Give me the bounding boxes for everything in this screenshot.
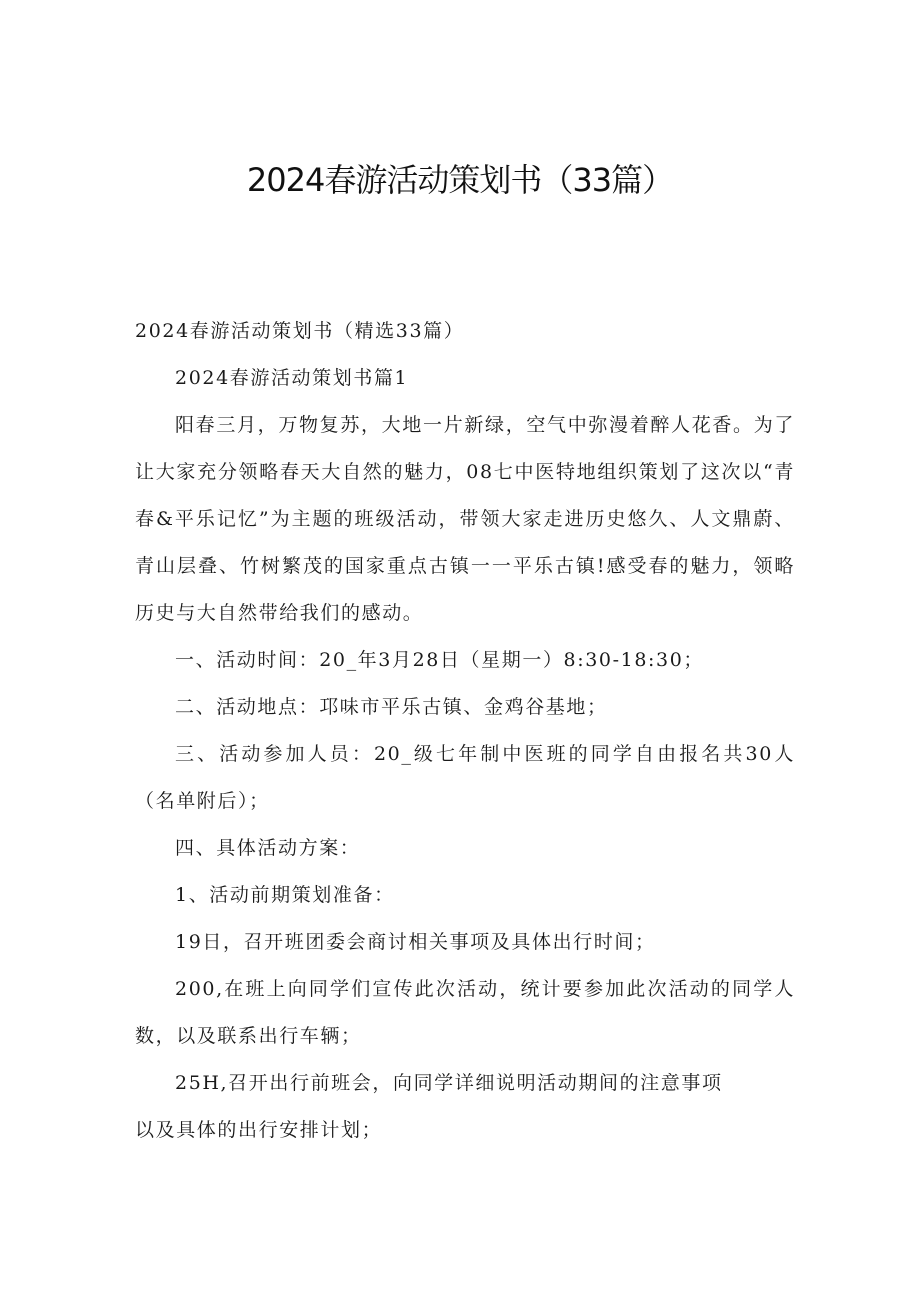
paragraph-day-25-continued: 以及具体的出行安排计划；: [135, 1119, 383, 1141]
paragraph-subtitle: 2024春游活动策划书（精选33篇）: [135, 320, 465, 342]
paragraph-participants: 三、活动参加人员：20_级七年制中医班的同学自由报名共30人（名单附后）；: [135, 743, 795, 812]
paragraph-section-heading: 2024春游活动策划书篇1: [175, 367, 409, 389]
paragraph-day-25: 25H,召开出行前班会，向同学详细说明活动期间的注意事项: [175, 1072, 723, 1094]
paragraph-activity-location: 二、活动地点：邛味市平乐古镇、金鸡谷基地；: [175, 696, 608, 718]
document-body: [135, 308, 795, 1154]
paragraph-day-20: 200,在班上向同学们宣传此次活动，统计要参加此次活动的同学人数，以及联系出行车辆；: [135, 978, 795, 1047]
paragraph-plan-heading: 四、具体活动方案：: [175, 837, 361, 859]
document-title: 2024春游活动策划书（33篇）: [246, 161, 674, 199]
paragraph-activity-time: 一、活动时间：20_年3月28日（星期一）8:30-18:30；: [175, 649, 704, 671]
paragraph-intro: 阳春三月，万物复苏，大地一片新绿，空气中弥漫着醉人花香。为了让大家充分领略春天大自然的魅力，08七中医特地组织策划了这次以“青春&平乐记忆”为主题的班级活动，带领大家走进历史悠久、人文鼎蔚、青山层叠、竹树繁茂的国家重点古镇一一平乐古镇!感受春的魅力，领略历史与大自然带给我们的感动。: [135, 414, 795, 624]
paragraph-preparation: 1、活动前期策划准备：: [175, 884, 395, 906]
paragraph-day-19: 19日，召开班团委会商讨相关事项及具体出行时间；: [175, 931, 656, 953]
